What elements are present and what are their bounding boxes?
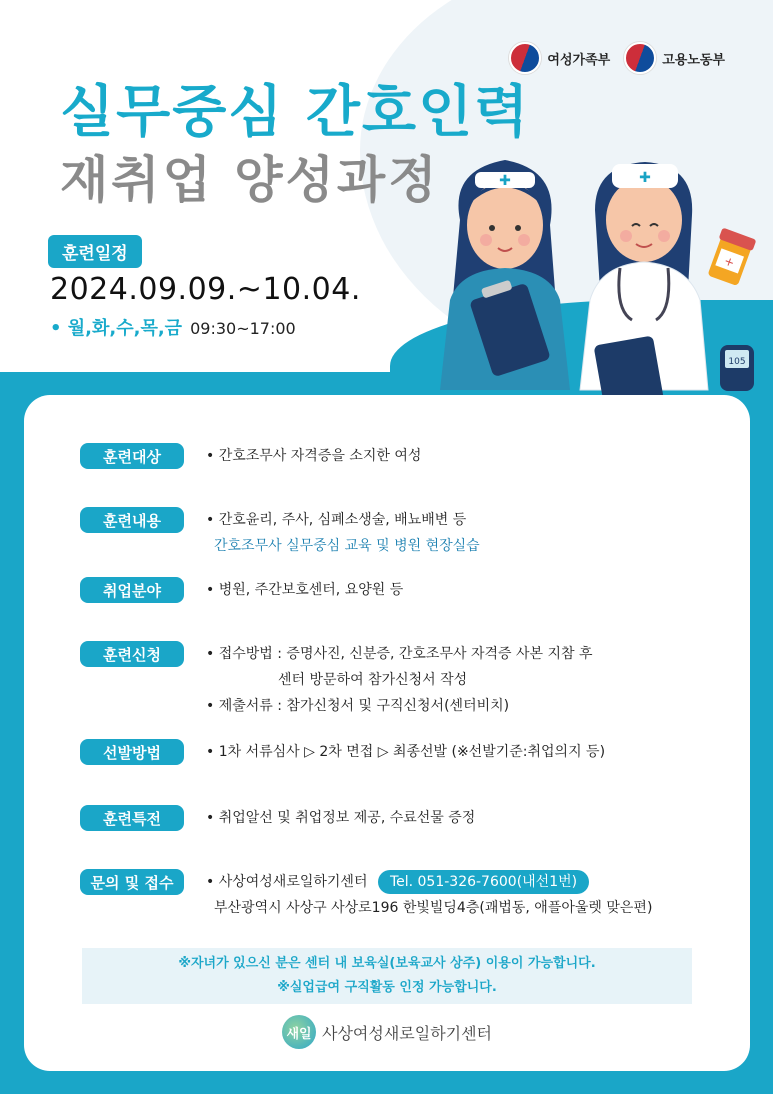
section-content xyxy=(206,443,421,469)
svg-text:105: 105 xyxy=(728,357,746,367)
svg-text:✚: ✚ xyxy=(639,170,651,186)
content-line: • 취업알선 및 취업정보 제공, 수료선물 증정 xyxy=(206,810,476,826)
content-line: • 접수방법 : 증명사진, 신분증, 간호조무사 자격증 사본 지참 후 xyxy=(206,646,593,662)
schedule-badge: 훈련일정 xyxy=(48,235,142,268)
logo-label: 고용노동부 xyxy=(662,52,725,68)
content-line: 센터 방문하여 참가신청서 작성 xyxy=(278,672,468,688)
svg-text:+: + xyxy=(722,253,737,271)
center-logo-name: 사상여성새로일하기센터 xyxy=(322,1023,493,1043)
section-benefits xyxy=(80,805,475,831)
schedule-date: 2024.09.09.~10.04. xyxy=(50,272,361,307)
section-label: 문의 및 접수 xyxy=(80,869,184,895)
center-logo xyxy=(282,1015,492,1049)
section-label: 취업분야 xyxy=(80,577,184,603)
center-name: • 사상여성새로일하기센터 xyxy=(206,874,368,890)
section-target xyxy=(80,443,421,469)
section-selection xyxy=(80,739,605,765)
address-line: 부산광역시 사상구 사상로196 한빛빌딩4층(괘법동, 애플아울렛 맞은편) xyxy=(214,900,653,916)
svg-text:✚: ✚ xyxy=(499,173,511,189)
section-content-info xyxy=(80,507,480,559)
title-line-1: 실무중심 간호인력 xyxy=(60,80,531,145)
content-line: • 제출서류 : 참가신청서 및 구직신청서(센터비치) xyxy=(206,698,510,714)
title-line-2: 재취업 양성과정 xyxy=(60,151,440,209)
ministry-logos xyxy=(509,42,725,74)
content-line xyxy=(206,869,652,895)
saeil-logo-icon: 새일 xyxy=(282,1015,316,1049)
notice-line: ※실업급여 구직활동 인정 가능합니다. xyxy=(277,980,497,995)
section-content xyxy=(206,739,605,765)
section-label: 훈련특전 xyxy=(80,805,184,831)
section-inquiry xyxy=(80,869,652,921)
section-application xyxy=(80,641,593,719)
nurse-right-icon xyxy=(580,162,708,425)
notice-box xyxy=(82,948,692,1004)
notice-line: ※자녀가 있으신 분은 센터 내 보육실(보육교사 상주) 이용이 가능합니다. xyxy=(178,956,596,971)
schedule-time: 09:30~17:00 xyxy=(190,319,296,338)
taeguk-icon xyxy=(624,42,656,74)
content-line: • 1차 서류심사 ▷ 2차 면접 ▷ 최종선발 (※선발기준:취업의지 등) xyxy=(206,744,606,760)
content-line: • 간호조무사 자격증을 소지한 여성 xyxy=(206,448,422,464)
section-label: 선발방법 xyxy=(80,739,184,765)
pill-bottle-icon xyxy=(706,228,757,287)
nurse-left-icon xyxy=(440,160,570,390)
section-content xyxy=(206,869,652,921)
glucometer-icon xyxy=(720,345,754,391)
logo-label: 여성가족부 xyxy=(547,52,611,68)
logo-ministry-employment-labor xyxy=(624,42,725,74)
content-line: • 병원, 주간보호센터, 요양원 등 xyxy=(206,582,404,598)
info-card xyxy=(24,395,750,1071)
content-line: • 간호윤리, 주사, 심폐소생술, 배뇨배변 등 xyxy=(206,512,467,528)
section-content xyxy=(206,641,593,719)
content-highlight: 간호조무사 실무중심 교육 및 병원 현장실습 xyxy=(214,538,480,554)
tel-badge[interactable]: Tel. 051-326-7600(내선1번) xyxy=(378,870,589,894)
schedule-days xyxy=(50,314,296,340)
section-content xyxy=(206,577,403,603)
section-label: 훈련대상 xyxy=(80,443,184,469)
section-label: 훈련내용 xyxy=(80,507,184,533)
section-content xyxy=(206,805,475,831)
schedule-weekdays: • 월,화,수,목,금 xyxy=(50,318,183,339)
section-label: 훈련신청 xyxy=(80,641,184,667)
section-content xyxy=(206,507,480,559)
section-employment-field xyxy=(80,577,403,603)
